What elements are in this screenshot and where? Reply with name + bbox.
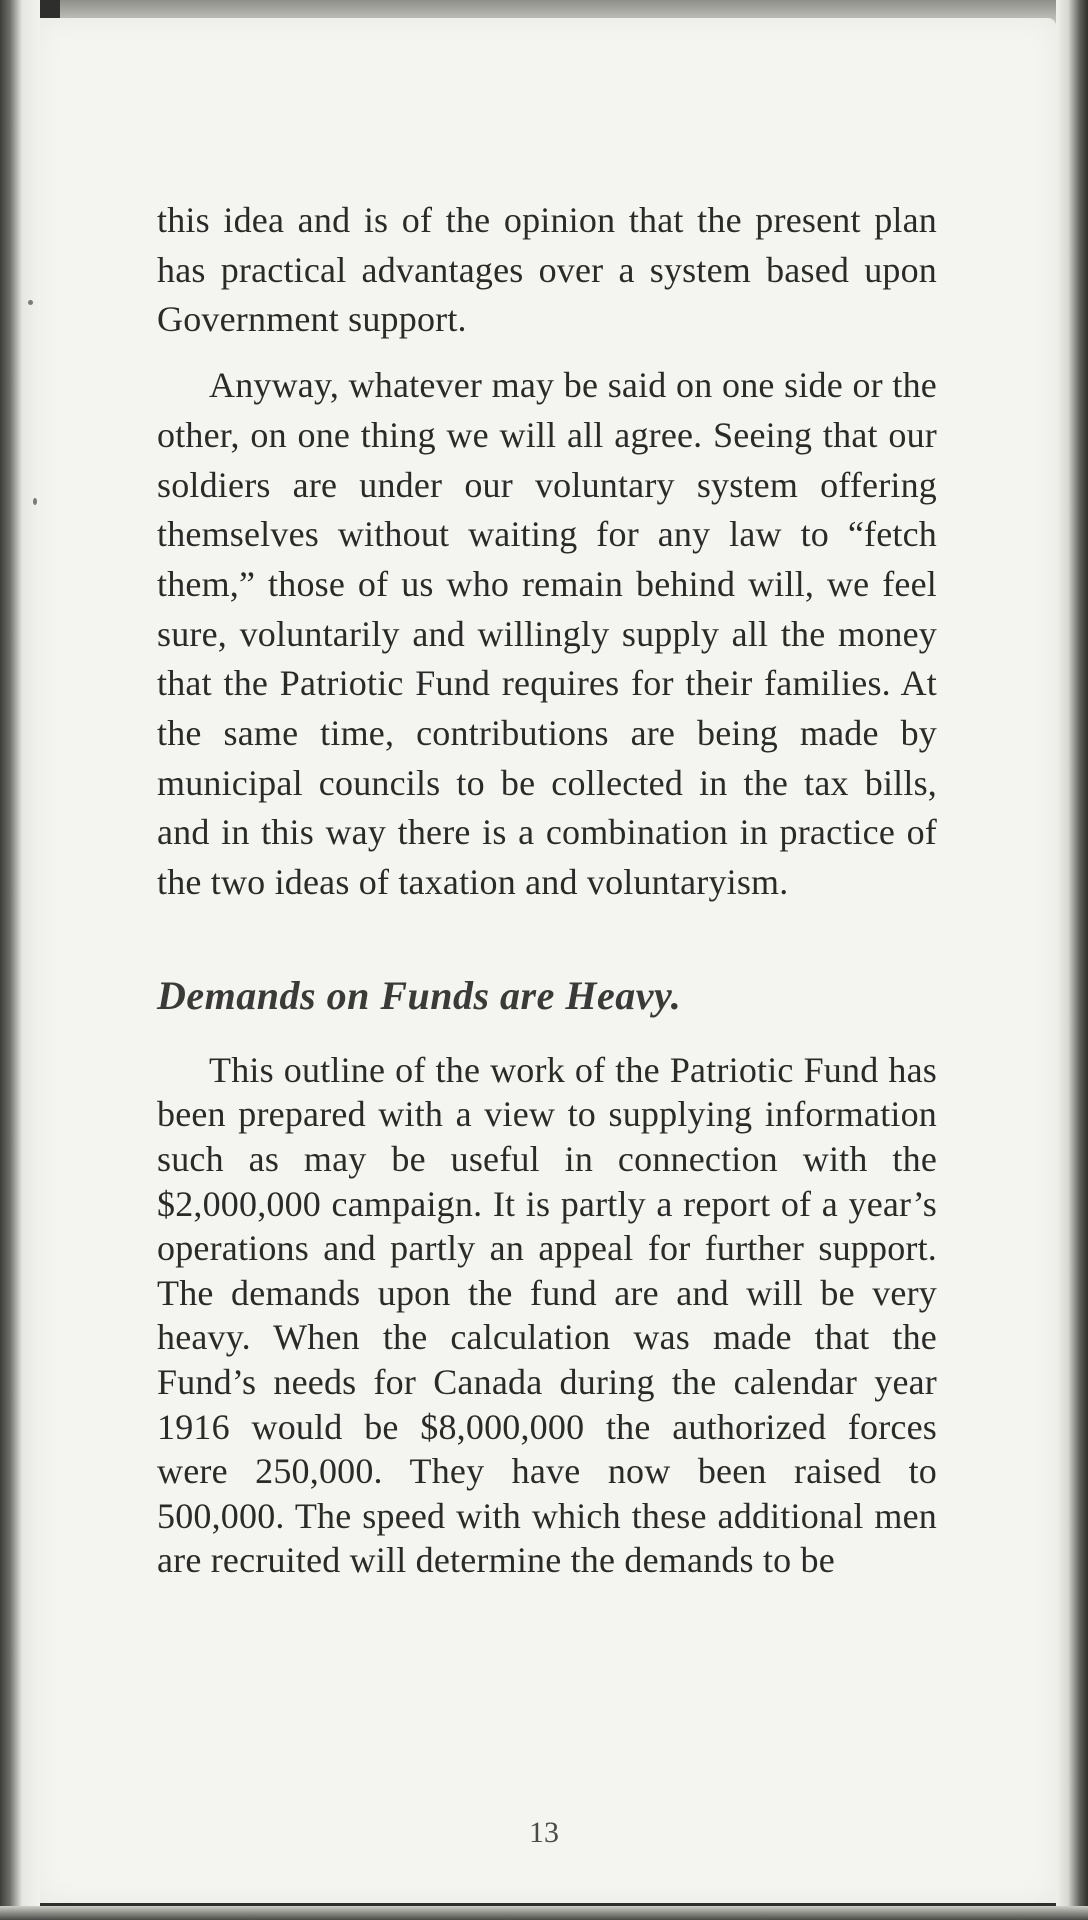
scan-speck [33, 498, 37, 505]
scan-speck [28, 300, 33, 305]
body-text [157, 196, 937, 1583]
paragraph-outline: This outline of the work of the Patriotic Fund has been prepared with a view to supplying information such as may be useful in connection with the $2,000,000 campaign. It is partly a report of a year’s operations and partly an appeal for further support. The demands upon the fund are and will be very heavy. When the calculation was made that the Fund’s needs for Canada during the calendar year 1916 would be $8,000,000 the authorized forces were 250,000. They have now been raised to 500,000. The speed with which these additional men are recruited will determine the demands to be [157, 1049, 937, 1581]
page-number: 13 [529, 1816, 559, 1849]
paragraph-continued: this idea and is of the opinion that the present plan has practical advantages over a system based upon Government support. [157, 200, 937, 340]
page-bottom-edge [0, 1906, 1088, 1920]
page-right-edge [1056, 0, 1088, 1920]
paragraph-anyway: Anyway, whatever may be said on one side or the other, on one thing we will all agree. Seeing that our soldiers are under our voluntary system offering themselves without waiting for any law to “fetch them,” those of us who remain behind will, we feel sure, voluntarily and willingly supply all the money that the Patriotic Fund requires for their families. At the same time, contributions are being made by municipal councils to be collected in the tax bills, and in this way there is a combination in practice of the two ideas of taxation and voluntaryism. [157, 365, 937, 903]
binding-edge [0, 0, 40, 1920]
section-heading: Demands on Funds are Heavy. [157, 972, 682, 1018]
